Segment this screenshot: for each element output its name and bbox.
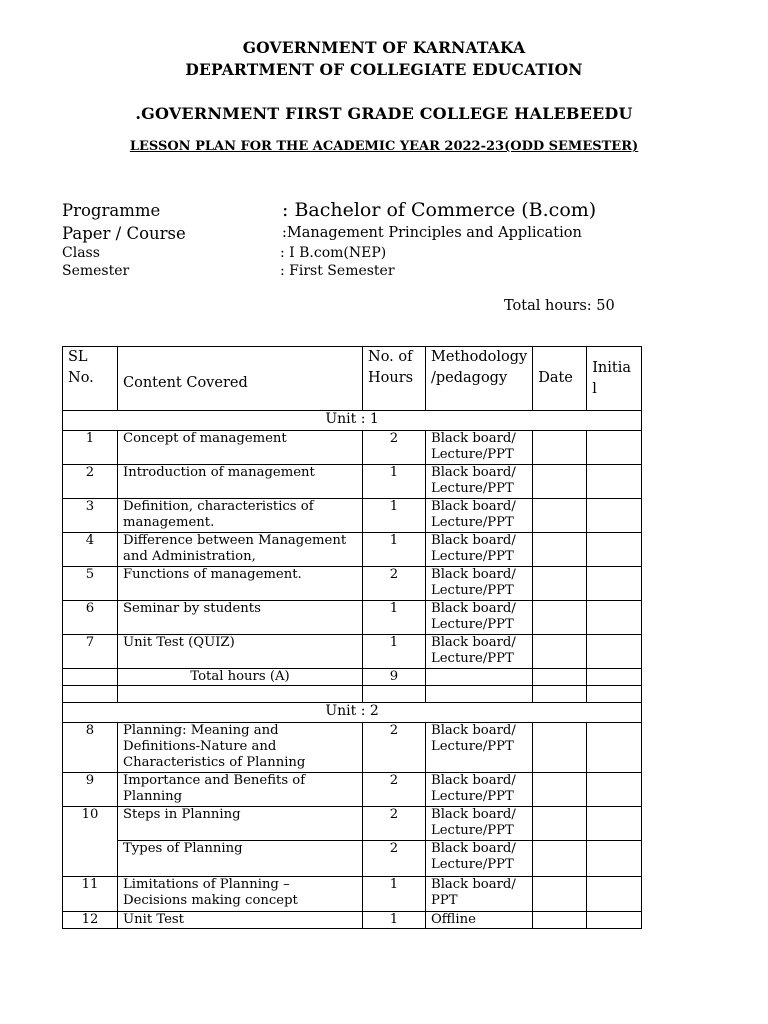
paper-label: Paper / Course xyxy=(62,224,186,243)
programme-value: : Bachelor of Commerce (B.com) xyxy=(282,199,597,221)
semester-value: : First Semester xyxy=(280,263,395,279)
table-row: 8 Planning: Meaning and Definitions-Nature and Characteristics of Planning 2 Black board/ Lecture/PPT xyxy=(63,723,642,773)
class-label: Class xyxy=(62,245,100,261)
table-row: 2 Introduction of management 1 Black board/ Lecture/PPT xyxy=(63,465,642,499)
header-initial: Initia l xyxy=(587,347,642,411)
table-row: 3 Definition, characteristics of management. 1 Black board/ Lecture/PPT xyxy=(63,499,642,533)
unit-2-label: Unit : 2 xyxy=(63,703,642,723)
class-value: : I B.com(NEP) xyxy=(280,245,387,261)
table-row: 4 Difference between Management and Administration, 1 Black board/ Lecture/PPT xyxy=(63,533,642,567)
header-college: .GOVERNMENT FIRST GRADE COLLEGE HALEBEEDU xyxy=(135,104,633,123)
header-date: Date xyxy=(533,347,587,411)
table-row: 11 Limitations of Planning – Decisions making concept 1 Black board/ PPT xyxy=(63,877,642,912)
header-department: DEPARTMENT OF COLLEGIATE EDUCATION xyxy=(185,60,583,79)
table-row: 7 Unit Test (QUIZ) 1 Black board/ Lecture/PPT xyxy=(63,635,642,669)
table-row: 6 Seminar by students 1 Black board/ Lecture/PPT xyxy=(63,601,642,635)
header-lesson-plan-title: LESSON PLAN FOR THE ACADEMIC YEAR 2022-23(ODD SEMESTER) xyxy=(129,139,639,154)
total-a-label: Total hours (A) xyxy=(118,669,363,686)
programme-label: Programme xyxy=(62,201,161,220)
lesson-plan-table xyxy=(62,346,642,929)
total-hours: Total hours: 50 xyxy=(504,298,615,314)
empty-row xyxy=(63,686,642,703)
table-row: 9 Importance and Benefits of Planning 2 Black board/ Lecture/PPT xyxy=(63,773,642,807)
unit-row xyxy=(63,703,642,723)
semester-label: Semester xyxy=(62,263,130,279)
table-row: 5 Functions of management. 2 Black board/ Lecture/PPT xyxy=(63,567,642,601)
header-content: Content Covered xyxy=(118,347,363,411)
paper-value: :Management Principles and Application xyxy=(282,225,582,241)
unit-row xyxy=(63,411,642,431)
table-row: 10 Steps in Planning 2 Black board/ Lecture/PPT xyxy=(63,807,642,841)
table-header-row xyxy=(63,347,642,411)
table-row: 12 Unit Test 1 Offline xyxy=(63,912,642,929)
header-sl-no: SL No. xyxy=(63,347,118,411)
header-government: GOVERNMENT OF KARNATAKA xyxy=(242,38,526,57)
table-row: 1 Concept of management 2 Black board/ Lecture/PPT xyxy=(63,431,642,465)
total-a-value: 9 xyxy=(363,669,426,686)
total-hours-row xyxy=(63,669,642,686)
header-hours: No. of Hours xyxy=(363,347,426,411)
table-row: Types of Planning 2 Black board/ Lecture/PPT xyxy=(63,841,642,877)
header-methodology: Methodology /pedagogy xyxy=(426,347,533,411)
unit-1-label: Unit : 1 xyxy=(63,411,642,431)
